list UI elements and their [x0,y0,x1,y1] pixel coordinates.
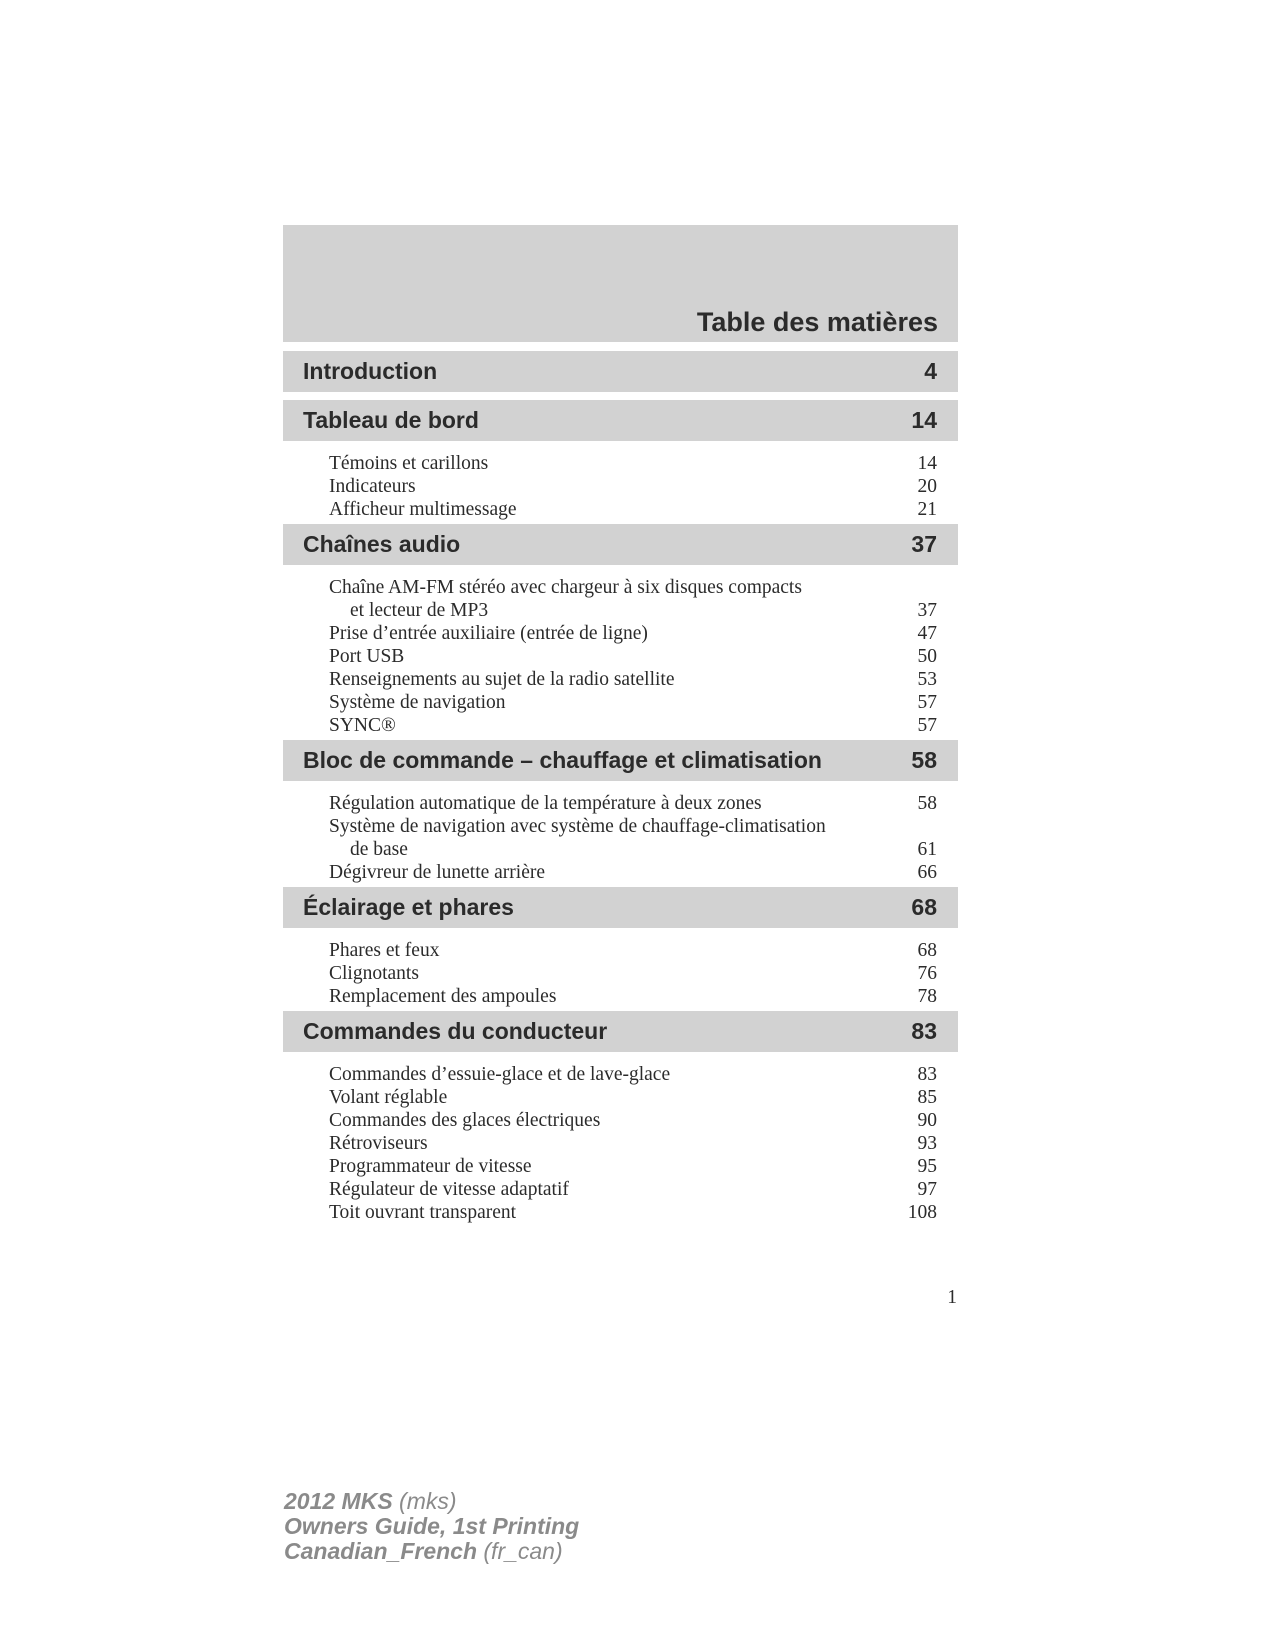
toc-entry-page: 108 [907,1202,937,1223]
toc-entry-text: Système de navigation [329,692,506,713]
toc-entry[interactable] [329,645,937,668]
toc-entry-page: 93 [917,1133,937,1154]
section-header[interactable] [283,740,958,781]
section-title: Commandes du conducteur [303,1018,608,1044]
toc-entry[interactable] [329,452,937,475]
toc-entry[interactable] [329,668,937,691]
toc-entry[interactable] [329,985,937,1008]
footer [284,1489,579,1564]
toc-entry-label [329,452,918,475]
section-title: Chaînes audio [303,531,461,557]
section-title: Tableau de bord [303,407,479,433]
section-entries [283,1052,958,1227]
footer-line-2: Owners Guide, 1st Printing [284,1513,580,1539]
section-page: 14 [911,407,937,433]
section-header[interactable] [283,400,958,441]
toc-entry[interactable] [329,1155,937,1178]
toc-entry-page: 57 [917,715,937,736]
toc-entry-label [329,498,918,521]
toc-entry-label [329,1109,918,1132]
toc-entry-label [329,1201,908,1224]
table-of-contents [283,351,958,1227]
toc-entry-text: Toit ouvrant transparent [329,1202,517,1223]
page-header [283,225,958,342]
toc-entry-text: Prise d’entrée auxiliaire (entrée de ligne) [329,623,648,644]
section-header[interactable] [283,524,958,565]
toc-entry[interactable] [329,475,937,498]
section-entries [283,565,958,740]
toc-entry-text: Volant réglable [329,1087,448,1108]
toc-entry-text: Renseignements au sujet de la radio satellite [329,669,675,690]
toc-entry-label [329,1086,918,1109]
toc-entry[interactable] [329,1178,937,1201]
toc-entry-label [329,714,918,737]
toc-entry-text: Commandes des glaces électriques [329,1110,601,1131]
section-entries [283,441,958,524]
toc-entry-label [329,691,918,714]
toc-entry-label [329,622,918,645]
toc-entry-text: Programmateur de vitesse [329,1156,532,1177]
toc-entry-page: 14 [917,453,937,474]
toc-entry-page: 90 [917,1110,937,1131]
toc-entry-page: 47 [917,623,937,644]
toc-entry-page: 95 [917,1156,937,1177]
section-title: Bloc de commande – chauffage et climatisation [303,747,822,773]
toc-entry-text: Rétroviseurs [329,1133,428,1154]
toc-entry-label [329,815,918,861]
footer-line-1: 2012 MKS (mks) [284,1488,457,1514]
toc-entry-text: Afficheur multimessage [329,499,517,520]
section-page: 4 [924,358,937,384]
toc-entry[interactable] [329,1109,937,1132]
toc-entry-label [329,861,918,884]
toc-entry[interactable] [329,691,937,714]
toc-entry-label [329,1063,918,1086]
toc-entry-page: 83 [917,1064,937,1085]
toc-entry-page: 20 [917,476,937,497]
section-entries [283,928,958,1011]
toc-entry[interactable] [329,815,937,861]
toc-entry-text: Commandes d’essuie-glace et de lave-glace [329,1064,671,1085]
section-entries [283,781,958,887]
toc-entry-continuation: et lecteur de MP3 [350,600,489,621]
section-title: Éclairage et phares [303,894,514,920]
toc-entry-label [329,1178,918,1201]
toc-entry-text: Système de navigation avec système de chauffage-climatisation [329,816,826,837]
toc-entry-page: 21 [917,499,937,520]
toc-entry-label [329,985,918,1008]
toc-entry-page: 68 [917,940,937,961]
toc-entry-label [329,1132,918,1155]
toc-entry[interactable] [329,1063,937,1086]
toc-entry-page: 85 [917,1087,937,1108]
toc-entry-label [329,1155,918,1178]
toc-entry[interactable] [329,861,937,884]
toc-entry-label [329,576,918,622]
toc-entry-text: Régulation automatique de la température à deux zones [329,793,762,814]
toc-entry-text: Port USB [329,646,405,667]
toc-entry-page: 53 [917,669,937,690]
toc-entry-page: 37 [917,600,937,621]
section-spacer [283,392,958,400]
toc-entry[interactable] [329,962,937,985]
toc-entry[interactable] [329,498,937,521]
toc-entry-text: Indicateurs [329,476,416,497]
section-page: 58 [911,747,937,773]
toc-entry-continuation: de base [350,839,408,860]
toc-entry[interactable] [329,939,937,962]
toc-entry-label [329,962,918,985]
section-page: 68 [911,894,937,920]
toc-entry-page: 76 [917,963,937,984]
toc-entry-text: Dégivreur de lunette arrière [329,862,546,883]
toc-entry-page: 97 [917,1179,937,1200]
toc-entry[interactable] [329,1086,937,1109]
section-page: 83 [911,1018,937,1044]
toc-entry-text: Régulateur de vitesse adaptatif [329,1179,569,1200]
page-number: 1 [947,1287,957,1308]
toc-entry[interactable] [329,1201,937,1224]
toc-entry-page: 66 [917,862,937,883]
toc-entry-label [329,792,918,815]
toc-entry[interactable] [329,622,937,645]
section-title: Introduction [303,358,438,384]
toc-entry-text: SYNC® [329,715,396,736]
toc-entry[interactable] [329,792,937,815]
toc-entry-page: 58 [917,793,937,814]
toc-entry-text: Clignotants [329,963,419,984]
toc-entry-text: Chaîne AM-FM stéréo avec chargeur à six disques compacts [329,577,802,598]
toc-entry[interactable] [329,1132,937,1155]
toc-entry-page: 61 [917,839,937,860]
toc-entry-label [329,475,918,498]
toc-entry[interactable] [329,576,937,622]
toc-entry-label [329,645,918,668]
toc-entry-page: 50 [917,646,937,667]
toc-entry-text: Phares et feux [329,940,440,961]
toc-entry[interactable] [329,714,937,737]
section-header[interactable] [283,351,958,392]
toc-entry-label [329,939,918,962]
section-header[interactable] [283,887,958,928]
toc-entry-page: 78 [917,986,937,1007]
section-page: 37 [911,531,937,557]
toc-entry-text: Remplacement des ampoules [329,986,557,1007]
toc-entry-label [329,668,918,691]
toc-entry-text: Témoins et carillons [329,453,489,474]
footer-line-3: Canadian_French (fr_can) [284,1538,563,1564]
toc-entry-page: 57 [917,692,937,713]
page-title: Table des matières [696,307,938,337]
section-header[interactable] [283,1011,958,1052]
